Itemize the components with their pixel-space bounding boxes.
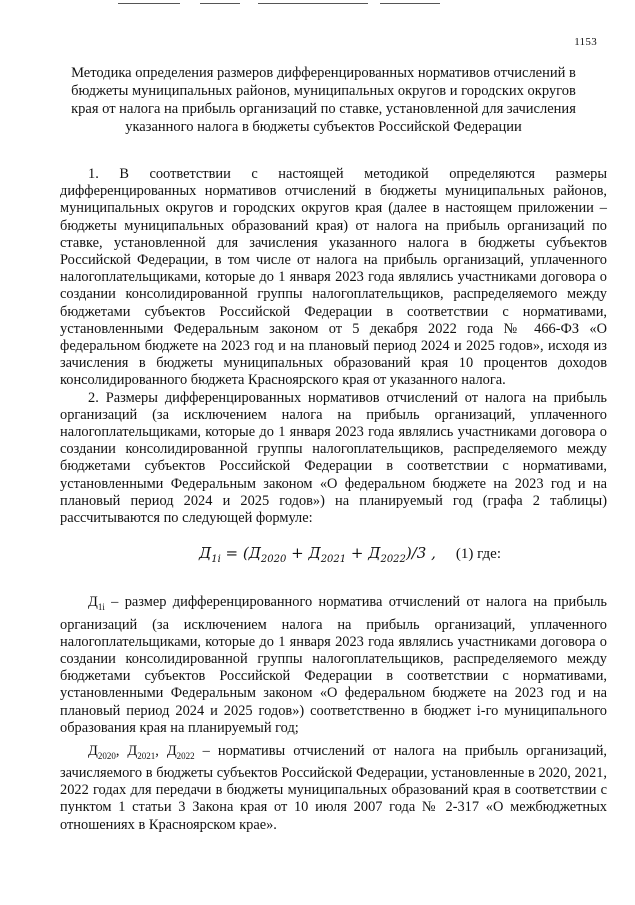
top-edge-rule (200, 3, 240, 4)
formula (60, 545, 607, 568)
paragraph-3: $Д_{1i}$ – размер дифференцированного норматива отчислений от налога на прибыль организаций (за исключением налога на прибыль организаций, уплаченного налогоплательщиками, которые до 1 января 2023 года являлись участниками договора о создании консолидированной группы налогоплательщиков, распределяемого между бюджетами субъектов Российской Федерации в соответствии с нормативами, установленными Федеральным законом «О федеральном бюджете на 2023 год и на плановый период 2024 и 2025 годов») соответственно в бюджет i-го муниципального образования края на планируемый год; (60, 594, 607, 736)
top-edge-rule (380, 3, 440, 4)
page-number: 1153 (574, 36, 597, 48)
top-edge-rule (258, 3, 368, 4)
top-edge-rule (118, 3, 180, 4)
document-body (60, 166, 607, 834)
formula-expression: $Д_{1i} = (Д_{2020} + Д_{2021} + Д_{2022})/3$ , (199, 544, 436, 566)
paragraph-1: 1. В соответствии с настоящей методикой определяются размеры дифференцированных нормативов отчислений в бюджеты муниципальных районов, муниципальных округов и городских округов края (далее в настоящем приложении – бюджеты муниципальных образований края) от налога на прибыль организаций по ставке, установленной для зачисления указанного налога в бюджеты субъектов Российской Федерации, в том числе от налога на прибыль организаций, уплаченного налогоплательщиками, которые до 1 января 2023 года являлись участниками договора о создании консолидированной группы налогоплательщиков, распределяемого между бюджетами субъектов Российской Федерации в соответствии с нормативами, установленными Федеральным законом от 5 декабря 2022 года № 466-ФЗ «О федеральном бюджете на 2023 год и на плановый период 2024 и 2025 годов», исходя из зачисления в бюджеты муниципальных образований края 10 процентов доходов консолидированного бюджета Красноярского края от указанного налога. (60, 166, 607, 389)
formula-number: (1) где: (455, 546, 502, 563)
document-title: Методика определения размеров дифференцированных нормативов отчислений в бюджеты муниципальных районов, муниципальных округов и городских округов края от налога на прибыль организаций по ставке, установленной для зачисления указанного налога в бюджеты субъектов Российской Федерации (71, 65, 576, 135)
paragraph-2: 2. Размеры дифференцированных нормативов отчислений от налога на прибыль организаций (за исключением налога на прибыль организаций, уплаченного налогоплательщиками, которые до 1 января 2023 года являлись участниками договора о создании консолидированной группы налогоплательщиков, распределяемого между бюджетами субъектов Российской Федерации в соответствии с нормативами, установленными Федеральным законом «О федеральном бюджете на 2023 год и на плановый период 2024 и 2025 годов») на планируемый год (графа 2 таблицы) рассчитываются по следующей формуле: (60, 389, 607, 527)
paragraph-4: $Д_{2020}$, $Д_{2021}$, $Д_{2022}$ – нормативы отчислений от налога на прибыль организаций, зачисляемого в бюджеты субъектов Российской Федерации, установленные в 2020, 2021, 2022 годах для передачи в бюджеты муниципальных образований края в соответствии с пунктом 1 статьи 3 Закона края от 10 июля 2007 года № 2-317 «О межбюджетных отношениях в Красноярском крае». (60, 742, 607, 833)
